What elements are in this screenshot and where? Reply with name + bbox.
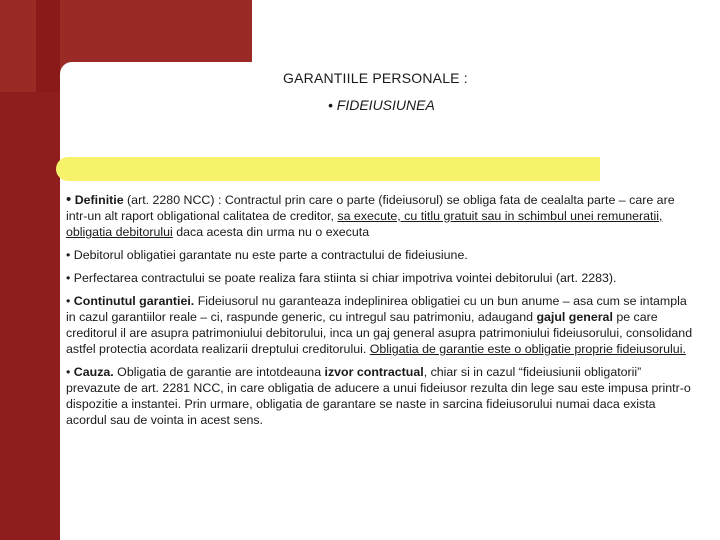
highlight-band	[56, 157, 600, 181]
definitie-underlined: sa execute, cu titlu gratuit sau in schimbul unei remuneratii, obligatia debitorului	[66, 209, 663, 239]
izvor-contractual: izvor contractual	[324, 365, 424, 379]
bullet: •	[66, 365, 71, 379]
continut-label: Continutul garantiei.	[73, 294, 195, 308]
slide-title: GARANTIILE PERSONALE :	[283, 70, 468, 86]
cauza-text: Obligatia de garantie are intotdeauna	[113, 365, 325, 379]
slide-subtitle: • FIDEIUSIUNEA	[328, 97, 435, 113]
bullet: •	[66, 294, 71, 308]
definitie-text-end: daca acesta din urma nu o executa	[172, 225, 370, 239]
cauza-text-cont: , chiar si in cazul “fideiusiunii obligatorii” prevazute de art. 2281 NCC, in care obligatia de aducere a unui fideiusor rezulta din lege sau este impusa printr-o dispozitie a instantei. Prin urmare, obligatia de garantare se naste in sarcina fideiusorului numai daca exista acordul sau de vointa in acest sens.	[66, 365, 691, 427]
continut-text-cont: pe care creditorul il are asupra patrimoniului debitorului, inca un gaj general asupra patrimoniului fideiusorului, consolidand astfel protectia acordata realizarii dreptului creditorului.	[66, 310, 693, 356]
paragraph-debitor: • Debitorul obligatiei garantate nu este parte a contractului de fideiusiune.	[66, 248, 468, 262]
paragraph-perfectare: • Perfectarea contractului se poate realiza fara stiinta si chiar impotriva vointei debitorului (art. 2283).	[66, 271, 617, 285]
header-block-accent	[36, 0, 60, 92]
definitie-text: (art. 2280 NCC) : Contractul prin care o parte (fideiusorul) se obliga fata de cealalta parte – care are intr-un alt raport obligational calitatea de creditor,	[66, 193, 675, 223]
gaj-general: gajul general	[536, 310, 613, 324]
bullet: •	[66, 191, 72, 208]
paragraph-continut	[66, 293, 694, 357]
continut-text: Fideiusorul nu garanteaza indeplinirea obligatiei cu un bun anume – asa cum se intampla in cazul garantiilor reale – ci, raspunde generic, cu intregul sau patrimoniu, adaugand	[66, 294, 687, 324]
cauza-label: Cauza.	[73, 365, 114, 379]
paragraph-definitie	[66, 192, 694, 240]
paragraph-cauza	[66, 364, 694, 428]
definitie-label: Definitie	[74, 193, 124, 207]
slide-content	[66, 192, 694, 435]
continut-underlined: Obligatia de garantie este o obligatie proprie fideiusorului.	[369, 342, 686, 356]
